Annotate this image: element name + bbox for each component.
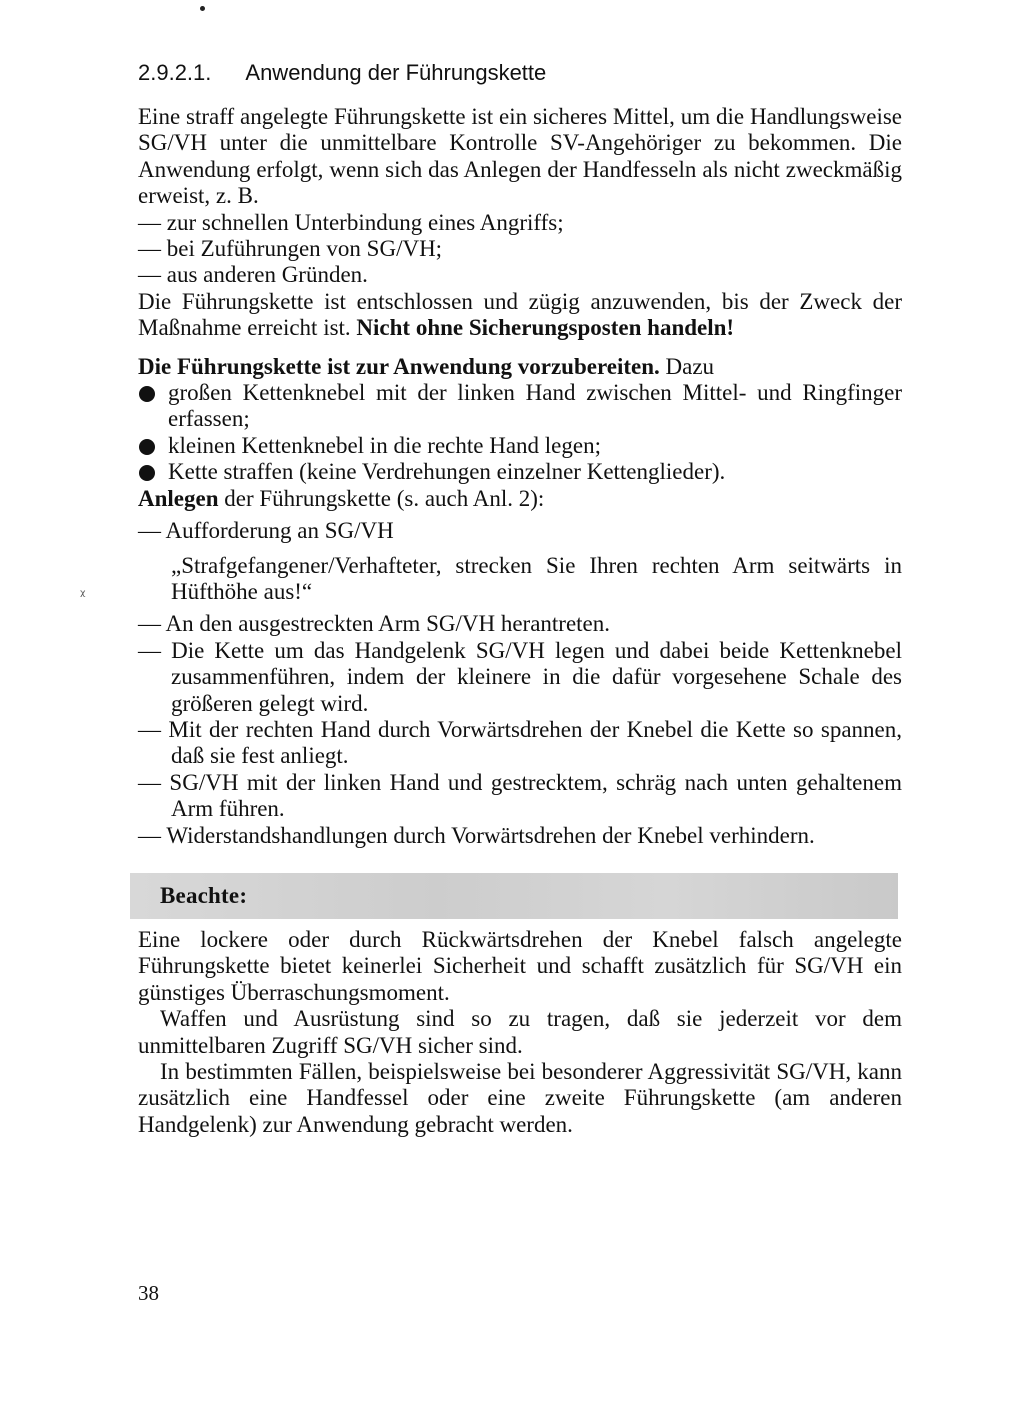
command-quote: „Strafgefangener/Verhafteter, strecken Sie Ihren rechten Arm seitwärts in Hüfthöhe aus!“	[171, 552, 902, 604]
apply-text: der Führungskette (s. auch Anl. 2):	[224, 485, 545, 511]
page-number: 38	[138, 1281, 159, 1305]
section-number: 2.9.2.1.	[138, 60, 212, 85]
apply-steps	[138, 611, 902, 849]
usage-text: Die Führungskette ist entschlossen und zügig anzuwenden, bis der Zweck der Maßnahme erreicht ist.	[138, 288, 902, 341]
apply-heading: Anlegen	[138, 485, 219, 511]
section-heading	[138, 58, 902, 88]
bullet-item: Kette straffen (keine Verdrehungen einzelner Kettenglieder).	[138, 459, 902, 485]
bullet-item: kleinen Kettenknebel in die rechte Hand legen;	[138, 433, 902, 459]
usage-paragraph	[138, 289, 902, 342]
apply-first	[138, 518, 902, 544]
intro-paragraph: Eine straff angelegte Führungskette ist ein sicheres Mittel, um die Handlungsweise SG/VH unter die unmittelbare Kontrolle SV-Angehöriger zu bekommen. Die Anwendung erfolgt, wenn sich das Anlegen der Handfesseln als nicht zweckmäßig erweist, z. B.	[138, 104, 902, 209]
list-item: — Mit der rechten Hand durch Vorwärtsdrehen der Knebel die Kette so spannen, daß sie fest anliegt.	[138, 716, 902, 769]
prep-text: Dazu	[665, 353, 715, 379]
list-item: — Widerstandshandlungen durch Vorwärtsdrehen der Knebel verhindern.	[138, 822, 815, 848]
intro-list	[138, 210, 902, 289]
section-title: Anwendung der Führungskette	[245, 60, 547, 85]
apply-paragraph	[138, 486, 902, 512]
list-item: — Aufforderung an SG/VH	[138, 518, 394, 544]
prep-bullets	[138, 380, 902, 486]
list-item: — zur schnellen Unterbindung eines Angriffs;	[138, 209, 564, 235]
note-paragraph: Eine lockere oder durch Rückwärtsdrehen der Knebel falsch angelegte Führungskette bietet keinerlei Sicherheit und schafft zusätzlich für SG/VH ein günstiges Überraschungsmoment.	[138, 926, 902, 1005]
list-item: — aus anderen Gründen.	[138, 262, 368, 288]
note-paragraph: Waffen und Ausrüstung sind so zu tragen, daß sie jederzeit vor dem unmittelbaren Zugriff SG/VH sicher sind.	[138, 1006, 902, 1058]
note-label: Beachte:	[160, 882, 248, 908]
note-paragraph: In bestimmten Fällen, beispielsweise bei besonderer Aggressivität SG/VH, kann zusätzlich eine Handfessel oder eine zweite Führungskette (am anderen Handgelenk) zur Anwendung gebracht werden.	[138, 1059, 902, 1137]
page-content	[138, 58, 902, 1138]
bullet-item: großen Kettenknebel mit der linken Hand zwischen Mittel- und Ringfinger erfassen;	[138, 380, 902, 433]
note-bar	[130, 873, 898, 919]
list-item: — SG/VH mit der linken Hand und gestrecktem, schräg nach unten gehaltenem Arm führen.	[138, 769, 902, 822]
list-item: — Die Kette um das Handgelenk SG/VH legen und dabei beide Kettenknebel zusammenführen, indem der kleinere in die dafür vorgesehene Schale des größeren gelegt wird.	[138, 637, 902, 716]
list-item: — bei Zuführungen von SG/VH;	[138, 236, 443, 262]
prep-paragraph	[138, 354, 902, 380]
usage-warning: Nicht ohne Sicherungsposten handeln!	[356, 315, 735, 341]
prep-heading: Die Führungskette ist zur Anwendung vorzubereiten.	[138, 353, 660, 379]
margin-mark: ᵡ	[80, 586, 86, 604]
print-speck	[200, 6, 205, 11]
list-item: — An den ausgestreckten Arm SG/VH herantreten.	[138, 611, 611, 637]
